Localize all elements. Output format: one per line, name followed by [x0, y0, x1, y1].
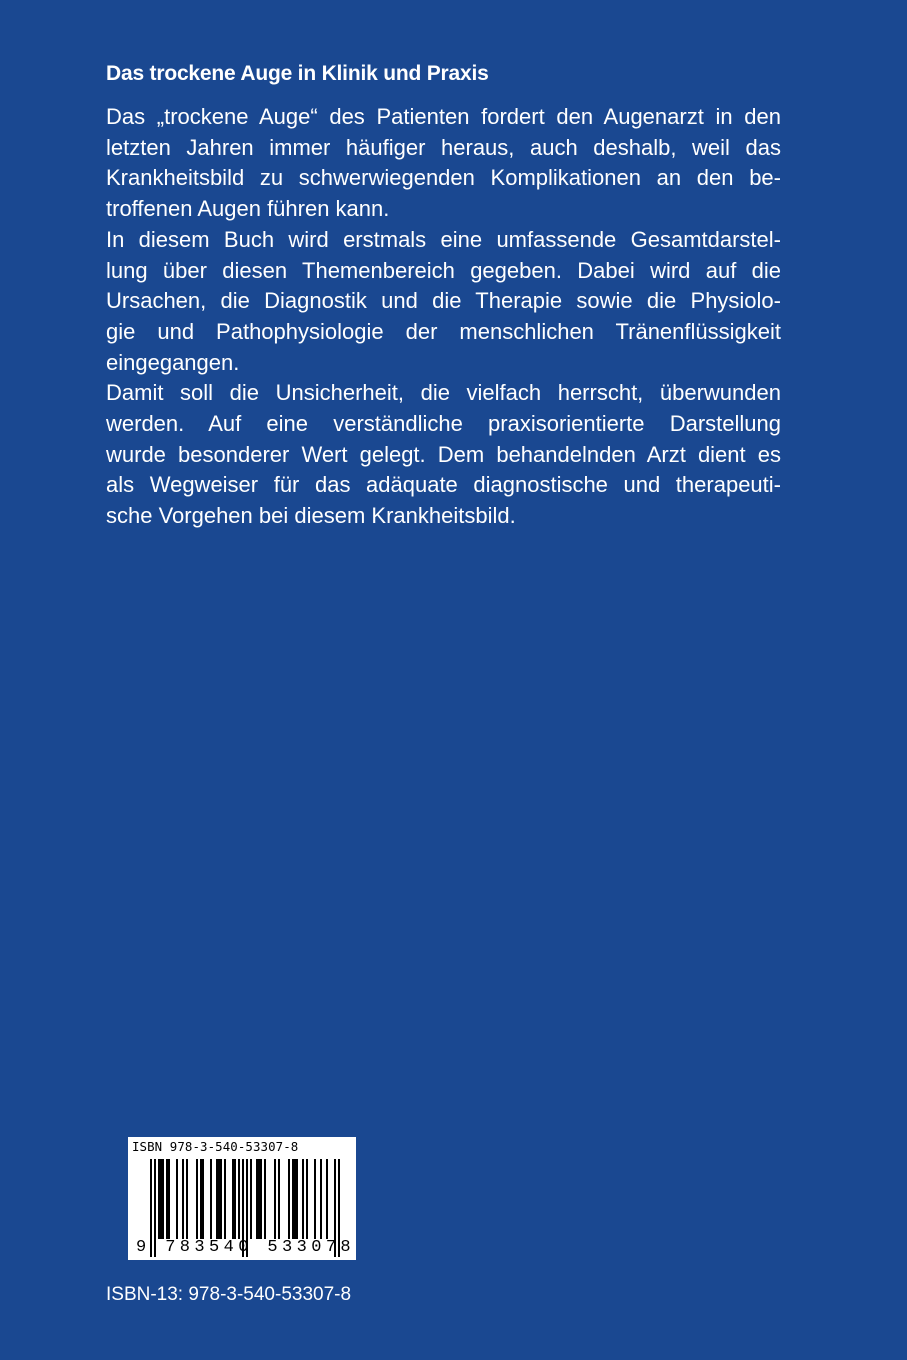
barcode-bar — [302, 1159, 304, 1239]
barcode-bar — [186, 1159, 188, 1239]
barcode-bar — [216, 1159, 218, 1239]
barcode-bar — [320, 1159, 322, 1239]
barcode-bar — [210, 1159, 212, 1239]
barcode-bar — [260, 1159, 262, 1239]
barcode-bar — [294, 1159, 296, 1239]
barcode-bar — [220, 1159, 222, 1239]
barcode-bar — [306, 1159, 308, 1239]
blurb — [106, 102, 781, 532]
barcode-bar — [224, 1159, 226, 1239]
barcode-bar — [256, 1159, 258, 1239]
barcode-bar — [218, 1159, 220, 1239]
barcode-bar — [250, 1159, 252, 1239]
paragraph — [106, 225, 781, 379]
text-line: eingegangen. — [106, 349, 240, 375]
text-line: als Wegweiser für das adäquate diagnostische und therapeuti- — [106, 472, 781, 498]
text-line: letzten Jahren immer häufiger heraus, auch deshalb, weil das — [106, 134, 781, 160]
barcode-bar — [296, 1159, 298, 1239]
text-line: Krankheitsbild zu schwerwiegenden Komplikationen an den be- — [106, 165, 781, 191]
barcode-bar — [292, 1159, 294, 1239]
barcode-bar — [176, 1159, 178, 1239]
barcode-bar — [314, 1159, 316, 1239]
text-line: wurde besonderer Wert gelegt. Dem behandelnden Arzt dient es — [106, 441, 781, 467]
barcode-bar — [278, 1159, 280, 1239]
barcode-bar — [202, 1159, 204, 1239]
paragraph — [106, 378, 781, 532]
barcode-digits: 9 783540 533078 — [136, 1238, 356, 1257]
barcode-bar — [196, 1159, 198, 1239]
barcode-bar — [274, 1159, 276, 1239]
barcode-bar — [200, 1159, 202, 1239]
text-line: Ursachen, die Diagnostik und die Therapie sowie die Physiolo- — [106, 288, 781, 314]
barcode — [128, 1137, 356, 1260]
barcode-bar — [182, 1159, 184, 1239]
barcode-bar — [232, 1159, 234, 1239]
barcode-bar — [158, 1159, 160, 1239]
text-line: Damit soll die Unsicherheit, die vielfach herrscht, überwunden — [106, 380, 781, 406]
barcode-bar — [166, 1159, 168, 1239]
barcode-bar — [264, 1159, 266, 1239]
barcode-isbn-label: ISBN 978-3-540-53307-8 — [132, 1139, 299, 1154]
barcode-bar — [162, 1159, 164, 1239]
text-line: sche Vorgehen bei diesem Krankheitsbild. — [106, 503, 516, 529]
text-line: werden. Auf eine verständliche praxisorientierte Darstellung — [106, 411, 781, 437]
text-line: Das „trockene Auge“ des Patienten fordert den Augenarzt in den — [106, 104, 781, 129]
text-line: troffenen Augen führen kann. — [106, 196, 390, 222]
barcode-bar — [238, 1159, 240, 1239]
barcode-bar — [160, 1159, 162, 1239]
paragraph — [106, 102, 781, 225]
barcode-bar — [168, 1159, 170, 1239]
text-line: In diesem Buch wird erstmals eine umfassende Gesamtdarstel- — [106, 226, 781, 252]
barcode-bar — [288, 1159, 290, 1239]
isbn13-label: ISBN-13: 978-3-540-53307-8 — [106, 1284, 352, 1305]
barcode-bar — [326, 1159, 328, 1239]
book-title: Das trockene Auge in Klinik und Praxis — [106, 62, 489, 85]
barcode-bar — [234, 1159, 236, 1239]
text-line: lung über diesen Themenbereich gegeben. Dabei wird auf die — [106, 257, 781, 283]
text-line: gie und Pathophysiologie der menschlichen Tränenflüssigkeit — [106, 318, 781, 344]
barcode-bar — [258, 1159, 260, 1239]
